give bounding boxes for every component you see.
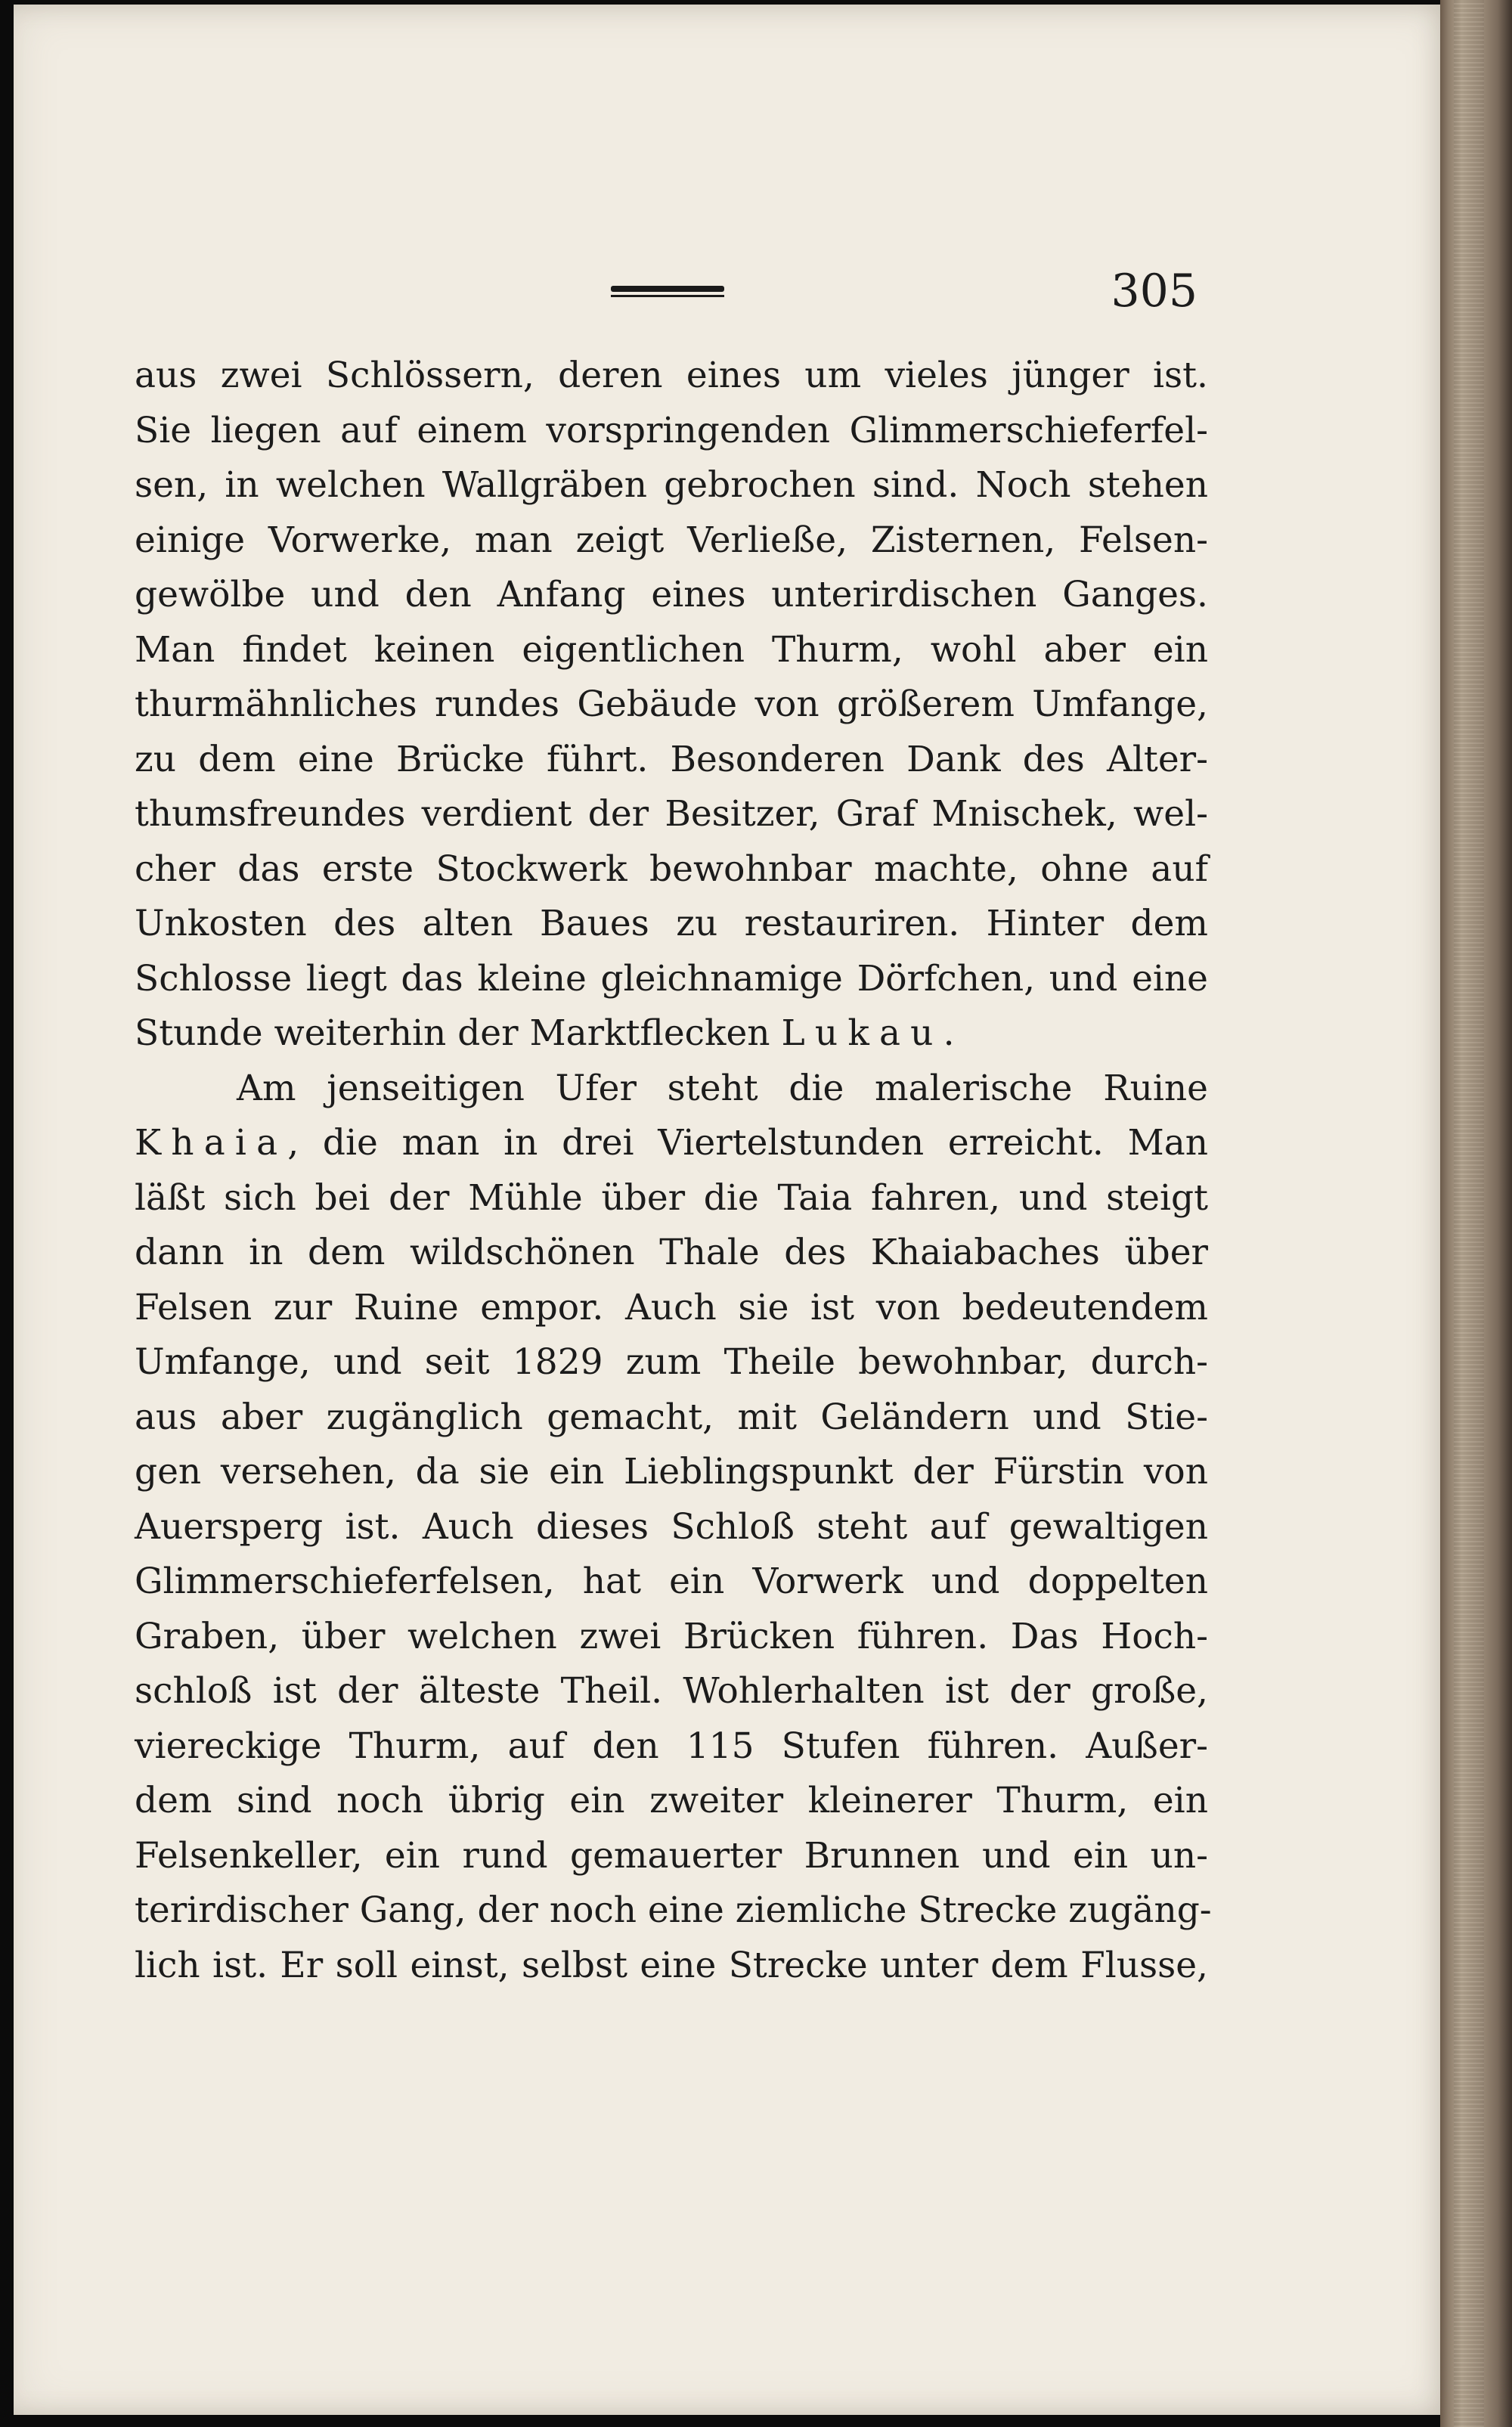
text-line: [135, 1883, 1212, 1939]
page-edge-stack: [1440, 0, 1512, 2427]
text-segment: schloß ist der älteste Theil. Wohlerhalten ist der große,: [135, 1670, 1208, 1712]
text-segment: Unkosten des alten Baues zu restauriren. Hinter dem: [135, 903, 1208, 944]
text-segment: thurmähnliches rundes Gebäude von größerem Umfange,: [135, 683, 1208, 725]
text-line: [135, 1500, 1208, 1555]
text-segment: .: [943, 1012, 955, 1054]
paragraph: [135, 1062, 1212, 1994]
text-segment: einige Vorwerke, man zeigt Verließe, Zisternen, Felsen-: [135, 519, 1208, 561]
text-segment: lich ist. Er soll einst, selbst eine Strecke unter dem Flusse,: [135, 1944, 1208, 1986]
text-segment: Khaia: [135, 1122, 288, 1164]
text-line: [135, 568, 1208, 623]
text-segment: gewölbe und den Anfang eines unterirdischen Ganges.: [135, 574, 1208, 615]
text-line: [135, 842, 1208, 897]
text-segment: Sie liegen auf einem vorspringenden Glimmerschieferfel-: [135, 409, 1208, 451]
header-ornament-rule: [611, 286, 724, 298]
text-line: [135, 1335, 1208, 1390]
text-line: [135, 1610, 1208, 1665]
text-segment: Glimmerschieferfelsen, hat ein Vorwerk und doppelten: [135, 1561, 1208, 1602]
text-line: [135, 1062, 1208, 1117]
text-segment: aus aber zugänglich gemacht, mit Geländern und Stie-: [135, 1396, 1208, 1438]
text-line: [135, 1390, 1208, 1446]
text-line: [135, 349, 1208, 404]
text-segment: Schlosse liegt das kleine gleichnamige Dörfchen, und eine: [135, 957, 1208, 1000]
text-line: [135, 952, 1208, 1007]
text-segment: viereckige Thurm, auf den 115 Stufen führen. Außer-: [135, 1725, 1208, 1767]
text-segment: terirdischer Gang, der noch eine ziemliche Strecke zugäng-: [135, 1889, 1212, 1931]
text-segment: Felsen zur Ruine empor. Auch sie ist von bedeutendem: [135, 1286, 1208, 1328]
text-segment: läßt sich bei der Mühle über die Taia fahren, und steigt: [135, 1176, 1208, 1219]
text-line: [135, 1445, 1208, 1500]
text-line: [135, 897, 1208, 952]
text-line: [135, 1554, 1208, 1610]
text-segment: aus zwei Schlössern, deren eines um vieles jünger ist.: [135, 355, 1208, 396]
text-segment: Auersperg ist. Auch dieses Schloß steht auf gewaltigen: [135, 1505, 1208, 1548]
text-line: [135, 787, 1208, 842]
page-number: 305: [1111, 265, 1198, 318]
text-segment: Umfange, und seit 1829 zum Theile bewohnbar, durch-: [135, 1341, 1208, 1383]
text-segment: Am jenseitigen Ufer steht die malerische Ruine: [237, 1067, 1208, 1109]
text-line: [135, 1226, 1208, 1281]
text-segment: , die man in drei Viertelstunden erreicht. Man: [287, 1122, 1208, 1164]
text-segment: cher das erste Stockwerk bewohnbar machte, ohne auf: [135, 848, 1208, 890]
text-segment: thumsfreundes verdient der Besitzer, Graf Mnischek, wel-: [135, 793, 1208, 835]
text-line: [135, 1006, 1208, 1062]
text-segment: Graben, über welchen zwei Brücken führen. Das Hoch-: [135, 1615, 1208, 1657]
text-line: [135, 1774, 1208, 1829]
text-segment: sen, in welchen Wallgräben gebrochen sind. Noch stehen: [135, 464, 1208, 506]
paragraph: [135, 349, 1208, 1062]
text-line: [135, 677, 1208, 733]
text-line: [135, 1939, 1208, 1994]
body-text: [135, 349, 1212, 1993]
text-line: [135, 1829, 1208, 1884]
text-segment: Felsenkeller, ein rund gemauerter Brunnen und ein un-: [135, 1834, 1208, 1877]
text-segment: dann in dem wildschönen Thale des Khaiabaches über: [135, 1232, 1208, 1273]
text-line: [135, 733, 1208, 788]
text-segment: Man findet keinen eigentlichen Thurm, wohl aber ein: [135, 628, 1208, 671]
text-segment: gen versehen, da sie ein Lieblingspunkt der Fürstin von: [135, 1451, 1208, 1492]
text-line: [135, 1281, 1208, 1336]
book-page: [14, 5, 1450, 2415]
text-line: [135, 404, 1208, 459]
header-rule-thick: [611, 286, 724, 292]
text-segment: Lukau: [781, 1012, 943, 1054]
text-line: [135, 1116, 1208, 1171]
header-rule-thin: [611, 295, 724, 297]
text-line: [135, 458, 1208, 513]
text-segment: zu dem eine Brücke führt. Besonderen Dank des Alter-: [135, 738, 1208, 780]
text-line: [135, 1171, 1208, 1226]
text-line: [135, 513, 1208, 569]
text-segment: dem sind noch übrig ein zweiter kleinerer Thurm, ein: [135, 1780, 1208, 1821]
text-segment: Stunde weiterhin der Marktflecken: [135, 1012, 782, 1054]
text-line: [135, 1664, 1208, 1719]
text-line: [135, 1719, 1208, 1775]
text-line: [135, 623, 1208, 678]
